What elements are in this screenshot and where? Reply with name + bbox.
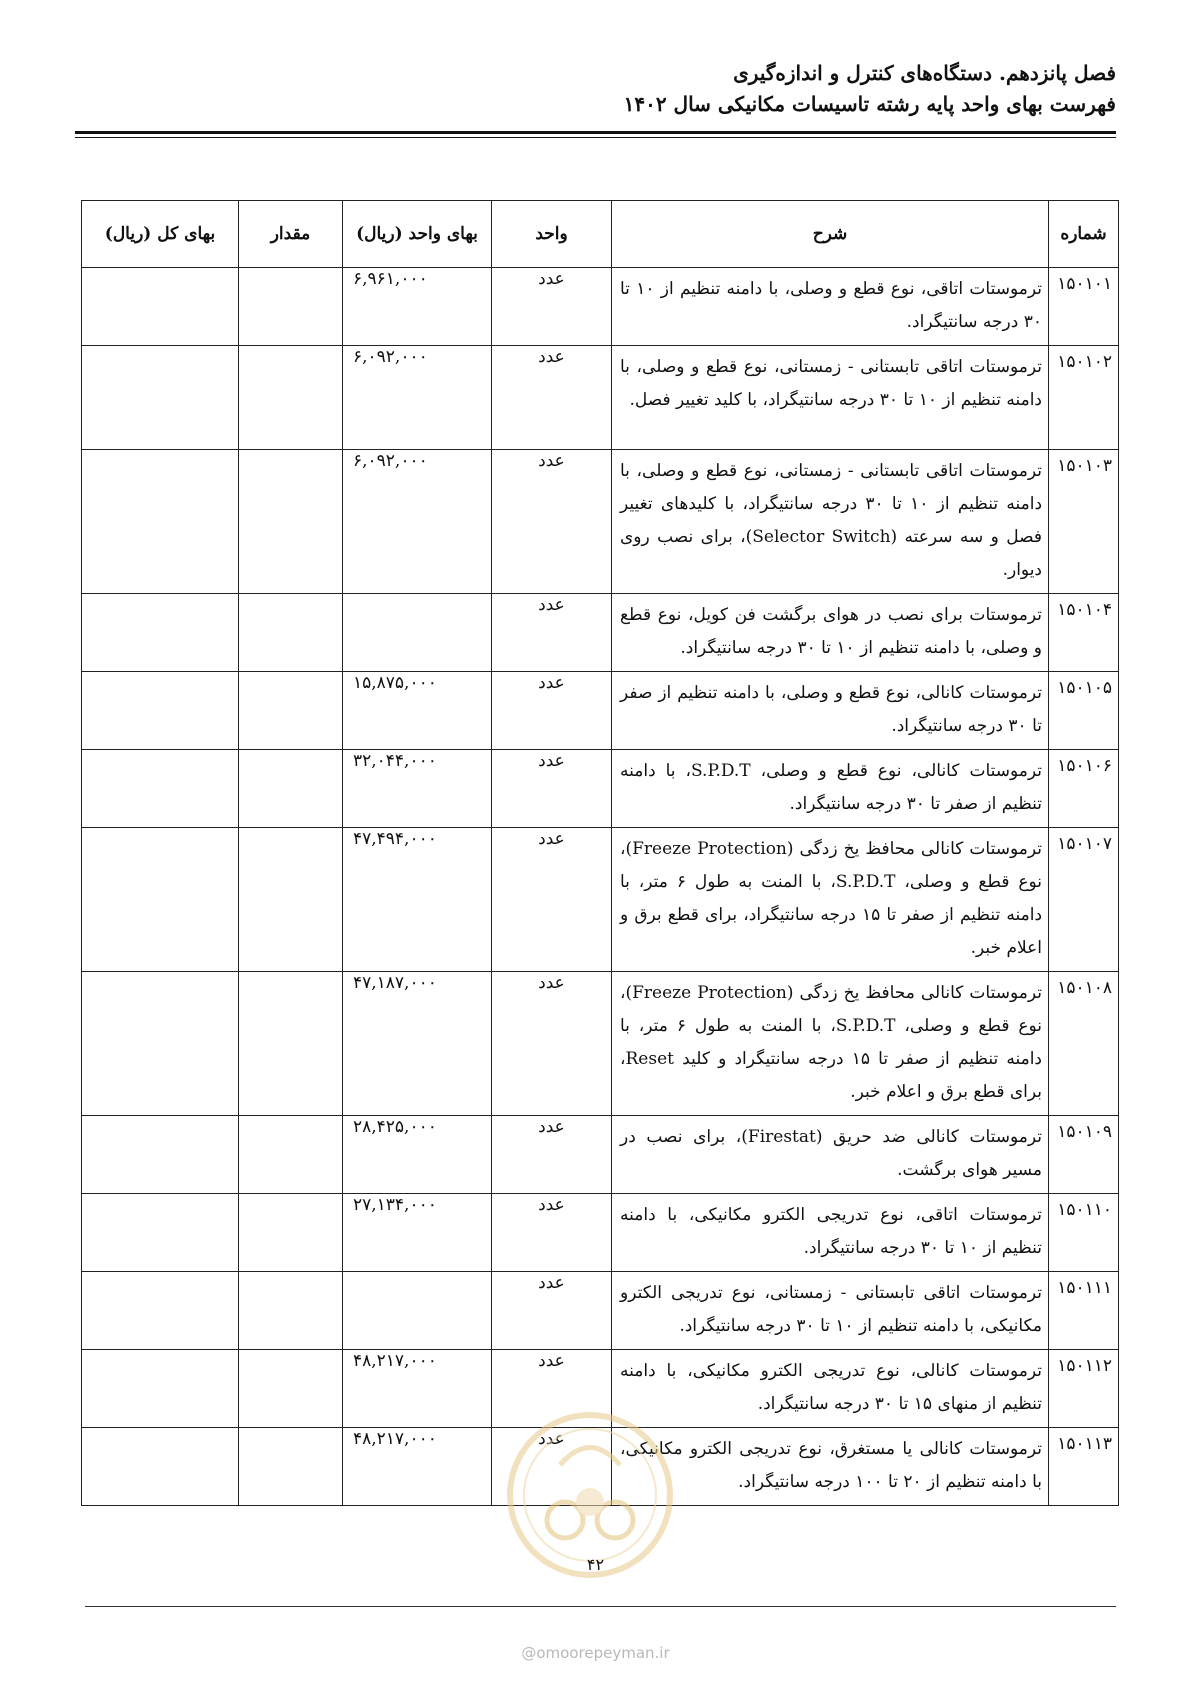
footer-rule — [85, 1606, 1116, 1607]
item-quantity — [239, 594, 343, 672]
item-unit-price: ۲۸,۴۲۵,۰۰۰ — [343, 1116, 492, 1194]
item-unit: عدد — [492, 1194, 612, 1272]
item-quantity — [239, 750, 343, 828]
item-unit-price: ۴۸,۲۱۷,۰۰۰ — [343, 1428, 492, 1506]
item-quantity — [239, 828, 343, 972]
page-header — [75, 58, 1116, 120]
item-number: ۱۵۰۱۰۱ — [1049, 268, 1119, 346]
item-quantity — [239, 450, 343, 594]
item-unit-price: ۶,۰۹۲,۰۰۰ — [343, 450, 492, 594]
item-number: ۱۵۰۱۱۲ — [1049, 1350, 1119, 1428]
item-unit-price: ۴۷,۱۸۷,۰۰۰ — [343, 972, 492, 1116]
item-unit: عدد — [492, 828, 612, 972]
item-total — [82, 1272, 239, 1350]
table-header-row — [82, 201, 1119, 268]
item-quantity — [239, 268, 343, 346]
item-unit: عدد — [492, 1350, 612, 1428]
item-unit-price: ۲۷,۱۳۴,۰۰۰ — [343, 1194, 492, 1272]
table-row — [82, 450, 1119, 594]
item-quantity — [239, 1272, 343, 1350]
item-description: ترموستات کانالی محافظ یخ زدگی (Freeze Protection)، نوع قطع و وصلی، S.P.D.T، با المنت به طول ۶ متر، با دامنه تنظیم از صفر تا ۱۵ درجه سانتیگراد و کلید Reset، برای قطع برق و اعلام خبر. — [612, 972, 1049, 1116]
item-number: ۱۵۰۱۱۳ — [1049, 1428, 1119, 1506]
page-number: ۴۲ — [586, 1555, 605, 1574]
item-unit-price: ۶,۹۶۱,۰۰۰ — [343, 268, 492, 346]
item-number: ۱۵۰۱۰۲ — [1049, 346, 1119, 450]
item-description: ترموستات برای نصب در هوای برگشت فن کویل، نوع قطع و وصلی، با دامنه تنظیم از ۱۰ تا ۳۰ درجه سانتیگراد. — [612, 594, 1049, 672]
item-total — [82, 346, 239, 450]
item-total — [82, 1350, 239, 1428]
item-quantity — [239, 1428, 343, 1506]
item-unit: عدد — [492, 268, 612, 346]
item-description: ترموستات اتاقی، نوع قطع و وصلی، با دامنه تنظیم از ۱۰ تا ۳۰ درجه سانتیگراد. — [612, 268, 1049, 346]
item-number: ۱۵۰۱۰۸ — [1049, 972, 1119, 1116]
item-unit: عدد — [492, 1272, 612, 1350]
item-quantity — [239, 1350, 343, 1428]
col-header-unit: واحد — [492, 201, 612, 268]
col-header-description: شرح — [612, 201, 1049, 268]
item-total — [82, 972, 239, 1116]
item-description: ترموستات اتاقی، نوع تدریجی الکترو مکانیکی، با دامنه تنظیم از ۱۰ تا ۳۰ درجه سانتیگراد. — [612, 1194, 1049, 1272]
item-unit: عدد — [492, 972, 612, 1116]
table-row — [82, 972, 1119, 1116]
item-number: ۱۵۰۱۰۴ — [1049, 594, 1119, 672]
col-header-number: شماره — [1049, 201, 1119, 268]
item-total — [82, 750, 239, 828]
table-row — [82, 1272, 1119, 1350]
item-quantity — [239, 1194, 343, 1272]
item-total — [82, 828, 239, 972]
col-header-unit-price: بهای واحد (ریال) — [343, 201, 492, 268]
item-number: ۱۵۰۱۰۶ — [1049, 750, 1119, 828]
item-unit: عدد — [492, 1428, 612, 1506]
table-row — [82, 594, 1119, 672]
item-description: ترموستات کانالی ضد حریق (Firestat)، برای نصب در مسیر هوای برگشت. — [612, 1116, 1049, 1194]
table-row — [82, 672, 1119, 750]
chapter-title: فصل پانزدهم. دستگاه‌های کنترل و اندازه‌گیری — [733, 61, 1116, 85]
item-unit-price — [343, 594, 492, 672]
header-rule-thick — [75, 131, 1116, 134]
item-number: ۱۵۰۱۰۳ — [1049, 450, 1119, 594]
item-number: ۱۵۰۱۰۹ — [1049, 1116, 1119, 1194]
item-unit-price: ۴۸,۲۱۷,۰۰۰ — [343, 1350, 492, 1428]
item-unit-price: ۳۲,۰۴۴,۰۰۰ — [343, 750, 492, 828]
document-subtitle: فهرست بهای واحد پایه رشته تاسیسات مکانیکی سال ۱۴۰۲ — [623, 92, 1116, 116]
item-quantity — [239, 346, 343, 450]
item-quantity — [239, 972, 343, 1116]
table-row — [82, 268, 1119, 346]
table-row — [82, 828, 1119, 972]
table-row — [82, 1194, 1119, 1272]
item-number: ۱۵۰۱۰۵ — [1049, 672, 1119, 750]
item-description: ترموستات کانالی، نوع قطع و وصلی، S.P.D.T، با دامنه تنظیم از صفر تا ۳۰ درجه سانتیگراد. — [612, 750, 1049, 828]
item-description: ترموستات اتاقی تابستانی - زمستانی، نوع تدریجی الکترو مکانیکی، با دامنه تنظیم از ۱۰ تا ۳۰ درجه سانتیگراد. — [612, 1272, 1049, 1350]
item-total — [82, 594, 239, 672]
item-unit-price — [343, 1272, 492, 1350]
item-description: ترموستات کانالی محافظ یخ زدگی (Freeze Protection)، نوع قطع و وصلی، S.P.D.T، با المنت به طول ۶ متر، با دامنه تنظیم از صفر تا ۱۵ درجه سانتیگراد، برای قطع برق و اعلام خبر. — [612, 828, 1049, 972]
item-total — [82, 450, 239, 594]
table-row — [82, 750, 1119, 828]
col-header-quantity: مقدار — [239, 201, 343, 268]
item-total — [82, 268, 239, 346]
item-unit: عدد — [492, 594, 612, 672]
table-row — [82, 346, 1119, 450]
item-unit: عدد — [492, 750, 612, 828]
item-description: ترموستات کانالی، نوع تدریجی الکترو مکانیکی، با دامنه تنظیم از منهای ۱۵ تا ۳۰ درجه سانتیگراد. — [612, 1350, 1049, 1428]
website-watermark: @omoorepeyman.ir — [521, 1644, 670, 1662]
item-unit: عدد — [492, 450, 612, 594]
header-rule-thin — [75, 137, 1116, 138]
item-description: ترموستات کانالی یا مستغرق، نوع تدریجی الکترو مکانیکی، با دامنه تنظیم از ۲۰ تا ۱۰۰ درجه سانتیگراد. — [612, 1428, 1049, 1506]
item-unit: عدد — [492, 672, 612, 750]
item-total — [82, 1428, 239, 1506]
price-list-table — [81, 200, 1119, 1506]
table-row — [82, 1116, 1119, 1194]
item-number: ۱۵۰۱۰۷ — [1049, 828, 1119, 972]
item-total — [82, 672, 239, 750]
item-description: ترموستات اتاقی تابستانی - زمستانی، نوع قطع و وصلی، با دامنه تنظیم از ۱۰ تا ۳۰ درجه سانتیگراد، با کلید تغییر فصل. — [612, 346, 1049, 450]
item-unit-price: ۶,۰۹۲,۰۰۰ — [343, 346, 492, 450]
item-quantity — [239, 672, 343, 750]
item-unit: عدد — [492, 346, 612, 450]
item-total — [82, 1194, 239, 1272]
item-unit-price: ۴۷,۴۹۴,۰۰۰ — [343, 828, 492, 972]
col-header-total: بهای کل (ریال) — [82, 201, 239, 268]
item-number: ۱۵۰۱۱۱ — [1049, 1272, 1119, 1350]
item-unit: عدد — [492, 1116, 612, 1194]
item-number: ۱۵۰۱۱۰ — [1049, 1194, 1119, 1272]
item-unit-price: ۱۵,۸۷۵,۰۰۰ — [343, 672, 492, 750]
item-total — [82, 1116, 239, 1194]
item-description: ترموستات کانالی، نوع قطع و وصلی، با دامنه تنظیم از صفر تا ۳۰ درجه سانتیگراد. — [612, 672, 1049, 750]
item-description: ترموستات اتاقی تابستانی - زمستانی، نوع قطع و وصلی، با دامنه تنظیم از ۱۰ تا ۳۰ درجه سانتیگراد، با کلیدهای تغییر فصل و سه سرعته (Selector Switch)، برای نصب روی دیوار. — [612, 450, 1049, 594]
item-quantity — [239, 1116, 343, 1194]
